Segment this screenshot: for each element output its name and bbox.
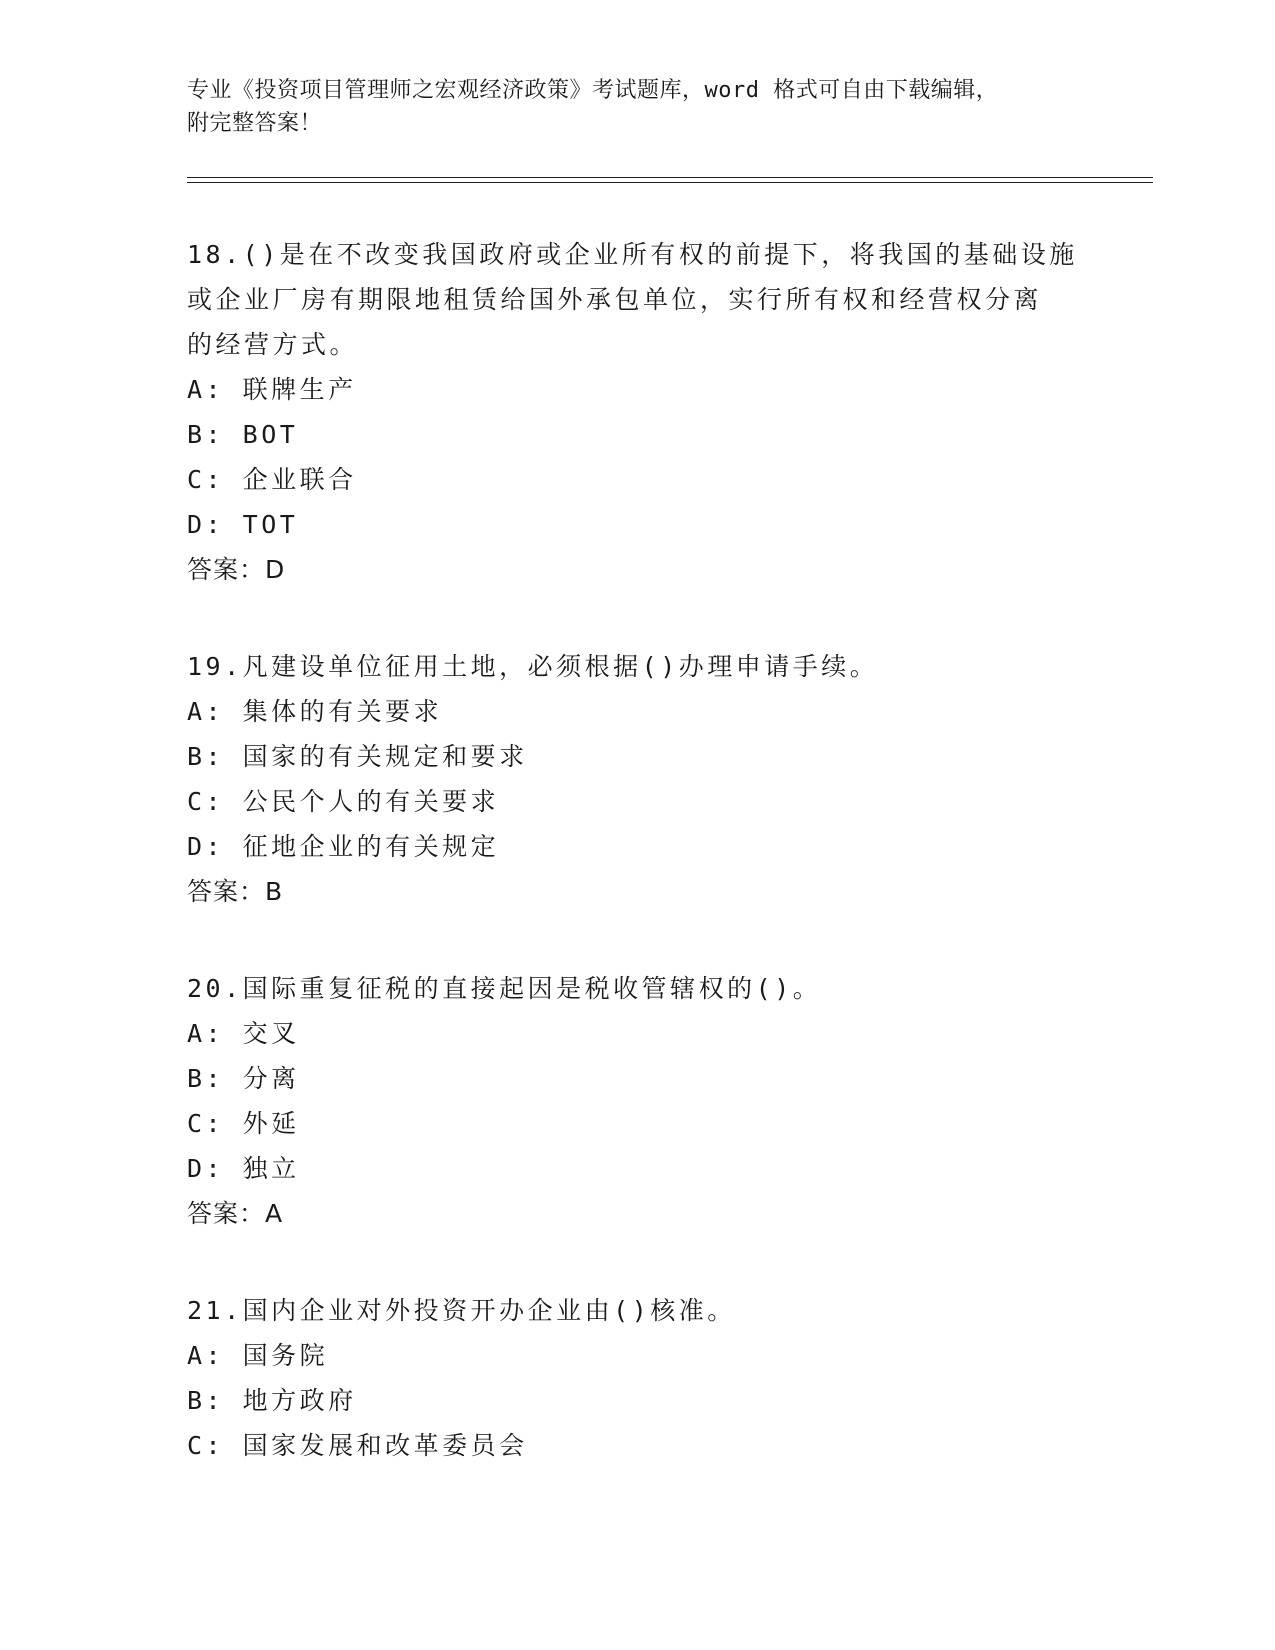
document-header: [187, 74, 1067, 140]
option-b: B: 国家的有关规定和要求: [187, 742, 528, 771]
option-c: C: 公民个人的有关要求: [187, 787, 500, 816]
question-stem-line: 20.国际重复征税的直接起因是税收管辖权的()。: [187, 974, 822, 1003]
option-d: D: TOT: [187, 510, 299, 539]
option-c: C: 企业联合: [187, 465, 357, 494]
answer: 答案：B: [187, 877, 284, 906]
option-c: C: 国家发展和改革委员会: [187, 1431, 528, 1460]
option-a: A: 联牌生产: [187, 375, 357, 404]
option-d: D: 征地企业的有关规定: [187, 832, 500, 861]
header-line-1: 专业《投资项目管理师之宏观经济政策》考试题库，word 格式可自由下载编辑，: [187, 78, 999, 103]
question-stem-line: 的经营方式。: [187, 330, 359, 359]
option-c: C: 外延: [187, 1109, 300, 1138]
option-b: B: BOT: [187, 420, 299, 449]
question-18: [187, 232, 1087, 592]
header-divider-top: [187, 177, 1153, 178]
question-stem-line: 19.凡建设单位征用土地，必须根据()办理申请手续。: [187, 652, 879, 681]
header-divider-bottom: [187, 182, 1153, 183]
question-20: [187, 966, 1087, 1236]
option-b: B: 地方政府: [187, 1386, 357, 1415]
answer: 答案：A: [187, 1199, 284, 1228]
header-line-2: 附完整答案！: [187, 111, 323, 136]
question-21: [187, 1288, 1087, 1468]
question-stem: [187, 232, 1087, 367]
answer: 答案：D: [187, 555, 286, 584]
question-list: [187, 232, 1087, 1468]
question-19: [187, 644, 1087, 914]
question-stem: [187, 644, 1087, 689]
option-b: B: 分离: [187, 1064, 300, 1093]
option-a: A: 交叉: [187, 1019, 300, 1048]
option-a: A: 集体的有关要求: [187, 697, 443, 726]
question-stem-line: 或企业厂房有期限地租赁给国外承包单位，实行所有权和经营权分离: [187, 285, 1043, 314]
question-stem: [187, 1288, 1087, 1333]
question-stem-line: 21.国内企业对外投资开办企业由()核准。: [187, 1296, 736, 1325]
option-d: D: 独立: [187, 1154, 300, 1183]
question-stem: [187, 966, 1087, 1011]
question-stem-line: 18.()是在不改变我国政府或企业所有权的前提下，将我国的基础设施: [187, 240, 1078, 269]
option-a: A: 国务院: [187, 1341, 329, 1370]
